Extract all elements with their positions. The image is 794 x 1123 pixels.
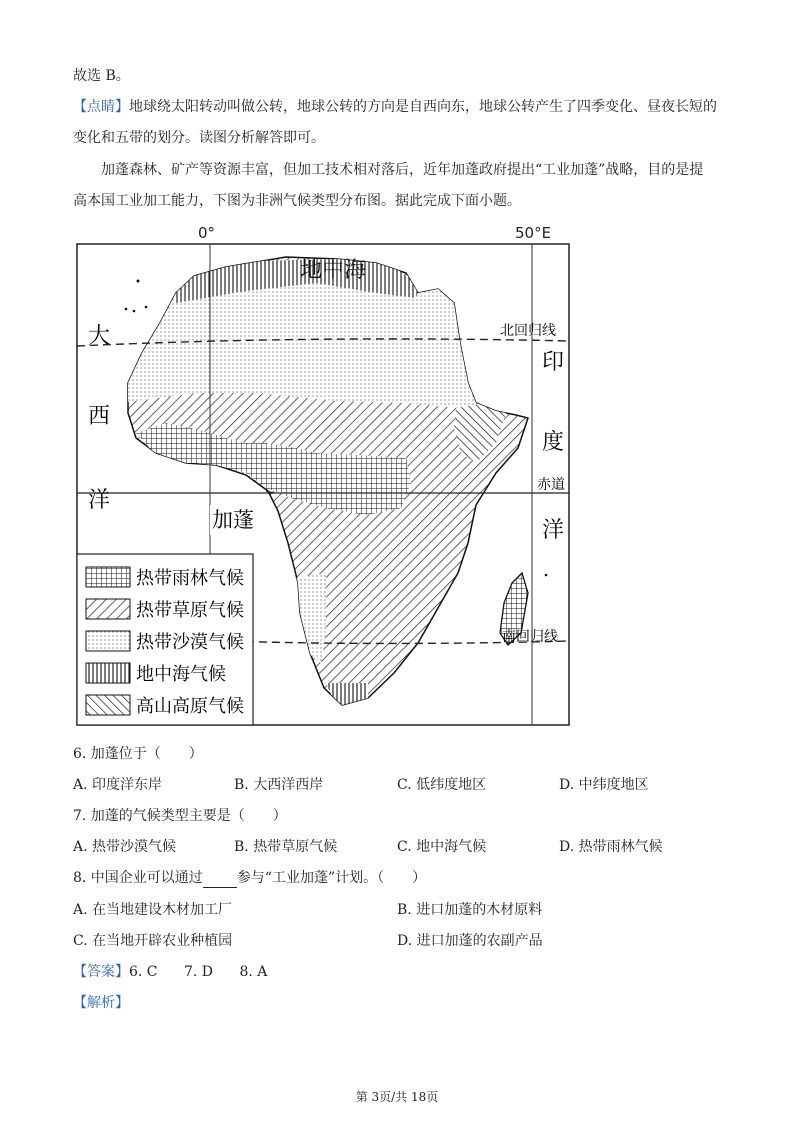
label-tropic-north: 北回归线 [500,323,556,339]
question-7-stem: 7. 加蓬的气候类型主要是（ ） [73,808,287,824]
analysis-tag [73,993,129,1013]
q6-option-b[interactable]: B. 大西洋西岸 [234,777,324,793]
question-8-stem [73,868,426,888]
q8-stem-part-b: 参与“工业加蓬”计划。（ ） [236,870,427,886]
answer-6: 6. C [129,964,158,980]
legend-swatch-savanna [86,599,130,619]
text-line-2 [73,97,717,117]
island-3 [145,306,148,309]
legend-swatch-mediterranean [86,663,130,683]
legend-swatch-desert [86,631,130,651]
answer-7: 7. D [183,964,214,980]
q8-option-a[interactable]: A. 在当地建设木材加工厂 [73,902,233,918]
label-lon-0: 0° [198,224,216,242]
q7-option-c[interactable]: C. 地中海气候 [397,839,487,855]
label-indian-3: 洋 [542,518,565,543]
text-line-3: 变化和五带的划分。读图分析解答即可。 [73,130,325,146]
africa-climate-map [76,243,570,726]
q8-option-c[interactable]: C. 在当地开辟农业种植园 [73,933,233,949]
label-atlantic-2: 西 [88,404,111,429]
legend-label-desert: 热带沙漠气候 [136,632,244,653]
legend-swatch-rainforest [86,567,130,587]
tip-text: 地球绕太阳转动叫做公转，地球公转的方向是自西向东，地球公转产生了四季变化、昼夜长短的 [129,99,717,115]
answer-tag: 【答案】 [73,964,129,980]
legend-swatch-highland [86,695,130,715]
question-6-stem: 6. 加蓬位于（ ） [73,746,203,762]
label-indian-2: 度 [542,430,565,455]
q6-option-c[interactable]: C. 低纬度地区 [397,777,487,793]
answer-8: 8. A [239,964,268,980]
label-tropic-south: 南回归线 [502,629,558,645]
passage-line-2: 高本国工业加工能力，下图为非洲气候类型分布图。据此完成下面小题。 [73,193,521,209]
q6-option-d[interactable]: D. 中纬度地区 [559,777,649,793]
legend-label-mediterranean: 地中海气候 [136,664,226,685]
q7-option-a[interactable]: A. 热带沙漠气候 [73,839,177,855]
q8-blank [203,873,237,888]
q7-option-d[interactable]: D. 热带雨林气候 [559,839,663,855]
label-equator: 赤道 [537,477,565,493]
legend-label-rainforest: 热带雨林气候 [136,568,244,589]
q7-option-b[interactable]: B. 热带草原气候 [234,839,338,855]
map-legend [77,554,253,725]
island-2 [133,310,136,313]
q8-option-b[interactable]: B. 进口加蓬的木材原料 [397,902,543,918]
island-1 [125,308,128,311]
island-canary [137,280,140,283]
passage-line-1: 加蓬森林、矿产等资源丰富，但加工技术相对落后，近年加蓬政府提出“工业加蓬”战略，目的是提 [101,162,704,178]
label-gabon: 加蓬 [212,508,254,532]
legend-label-highland: 高山高原气候 [136,696,244,717]
label-mediterranean-sea: 地中海 [300,258,367,283]
q8-option-d[interactable]: D. 进口加蓬的农副产品 [397,933,543,949]
label-lon-50e: 50°E [515,224,552,242]
label-indian-1: 印 [542,350,565,375]
label-atlantic-1: 大 [88,324,111,349]
text-line-1: 故选 B。 [73,68,130,84]
q8-stem-part-a: 8. 中国企业可以通过 [73,870,203,886]
page-footer: 第 3页/共 18页 [355,1090,439,1104]
legend-label-savanna: 热带草原气候 [136,600,244,621]
answer-line [73,962,267,982]
q6-option-a[interactable]: A. 印度洋东岸 [73,777,163,793]
label-atlantic-3: 洋 [88,488,111,513]
island-4 [545,574,548,577]
analysis-label: 【解析】 [73,995,129,1011]
tip-tag: 【点睛】 [73,99,129,115]
